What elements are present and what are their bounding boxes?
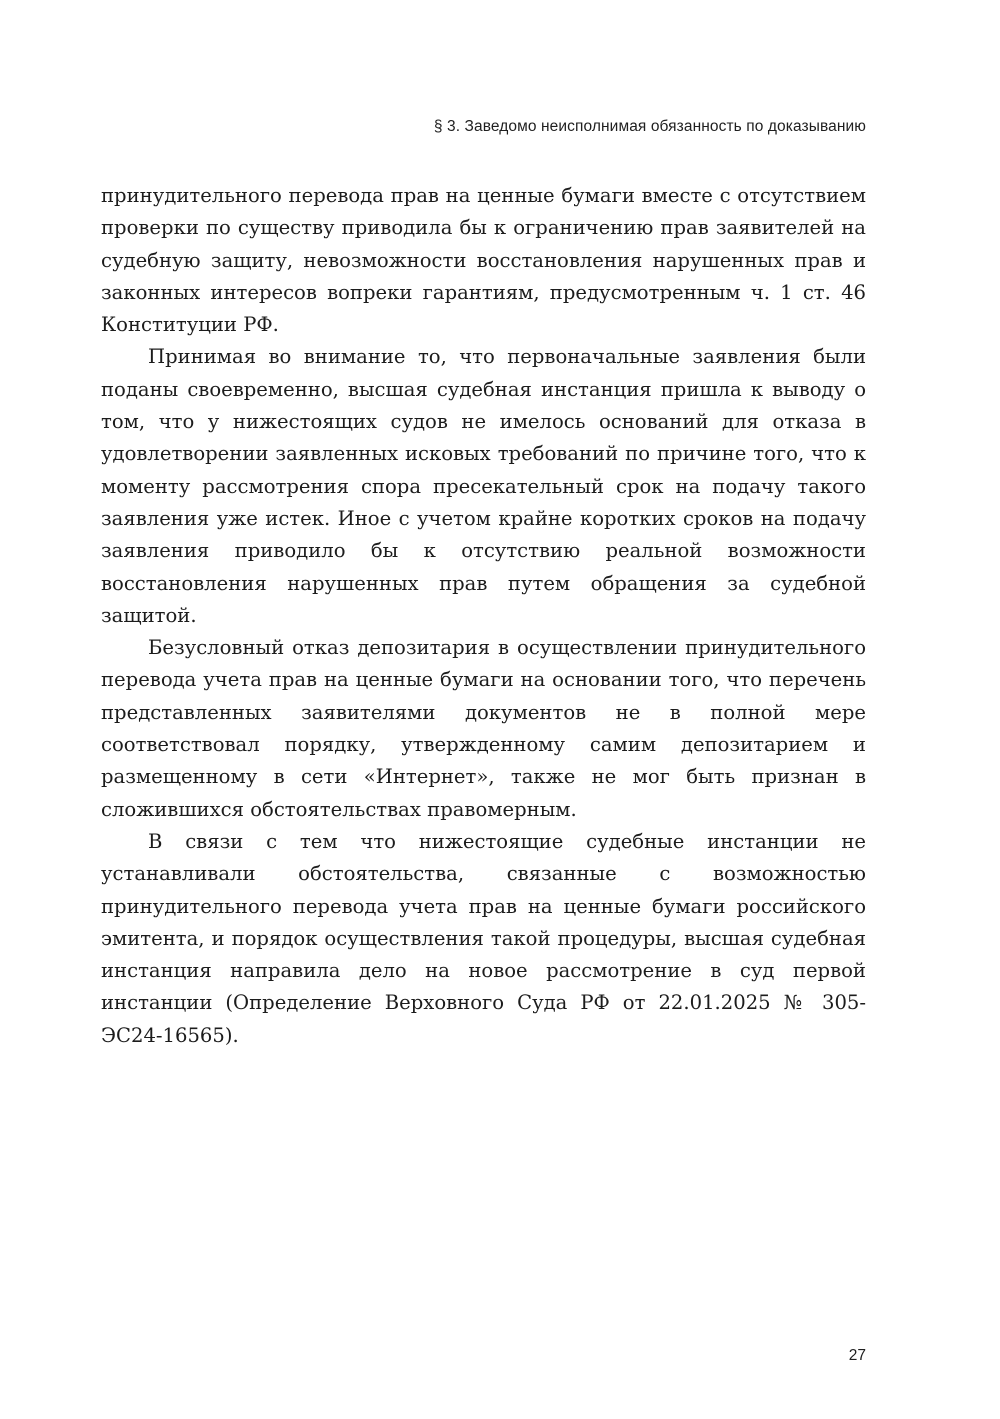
paragraph-continuation: принудительного перевода прав на ценные бумаги вместе с отсутствием проверки по существу приводила бы к ограничению прав заявителей на судебную защиту, невозможности восстановления нарушенных прав и законных интересов вопреки гарантиям, предусмотренным ч. 1 ст. 46 Конституции РФ. <box>101 184 866 337</box>
paragraph: Безусловный отказ депозитария в осуществлении принудительного перевода учета прав на ценные бумаги на основании того, что перечень представленных заявителями документов не в полной мере соответствовал порядку, утвержденному самим депозитарием и размещенному в сети «Интернет», также не мог быть признан в сложившихся обстоятельствах правомерным. <box>101 636 866 821</box>
paragraph: Принимая во внимание то, что первоначальные заявления были поданы своевременно, высшая судебная инстанция пришла к выводу о том, что у нижестоящих судов не имелось оснований для отказа в удовлетворении заявленных исковых требований по причине того, что к моменту рассмотрения спора пресекательный срок на подачу такого заявления уже истек. Иное с учетом крайне коротких сроков на подачу заявления приводило бы к отсутствию реальной возможности восстановления нарушенных прав путем обращения за судебной защитой. <box>101 345 866 627</box>
running-header: § 3. Заведомо неисполнимая обязанность по доказыванию <box>433 118 866 135</box>
page-number: 27 <box>848 1347 866 1364</box>
body-text <box>101 180 866 1052</box>
paragraph: В связи с тем что нижестоящие судебные инстанции не устанавливали обстоятельства, связанные с возможностью принудительного перевода учета прав на ценные бумаги российского эмитента, и порядок осуществления такой процедуры, высшая судебная инстанция направила дело на новое рассмотрение в суд первой инстанции (Определение Верховного Суда РФ от 22.01.2025 № 305-ЭС24-16565). <box>101 829 866 1047</box>
